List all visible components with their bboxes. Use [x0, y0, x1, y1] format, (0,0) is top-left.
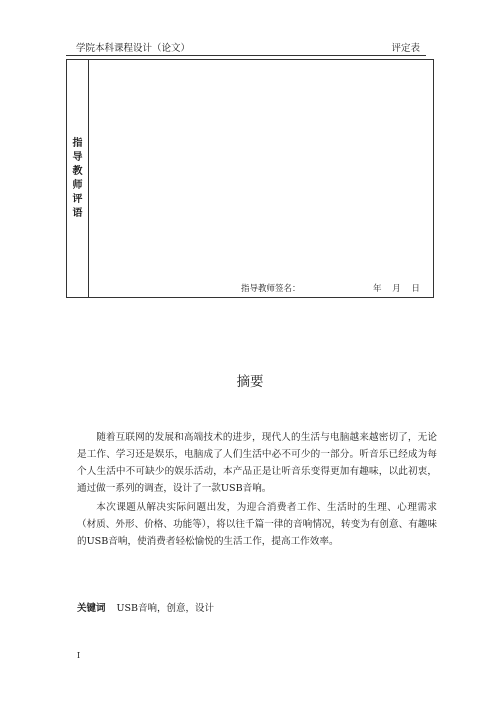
abstract-paragraph-2: 本次课题从解决实际问题出发，为迎合消费者工作、生活时的生理、心理需求（材质、外形、价格、功能等），将以往千篇一律的音响情况，转变为有创意、有趣味的USB音响，使消费者轻松愉悦的生活工作，提高工作效率。 [77, 501, 437, 547]
advisor-comment-box [66, 59, 434, 298]
keywords-value: USB音响，创意，设计 [116, 603, 215, 614]
page-header [66, 38, 426, 56]
page-number: I [77, 651, 81, 660]
header-section: 评定表 [391, 43, 420, 54]
keywords-label: 关键词 [77, 603, 106, 614]
advisor-signature-label: 指导教师签名： [241, 284, 301, 294]
keywords-line [77, 600, 214, 614]
abstract-paragraph-1: 随着互联网的发展和高端技术的进步，现代人的生活与电脑越来越密切了，无论是工作、学习还是娱乐，电脑成了人们生活中必不可少的一部分。听音乐已经成为每个人生活中不可缺少的娱乐活动，本产品正是让听音乐变得更加有趣味，以此初衷，通过做一系列的调查，设计了一款USB音响。 [77, 431, 437, 494]
abstract-title: 摘要 [236, 374, 264, 390]
header-title: 学院本科课程设计（论文） [76, 43, 191, 54]
advisor-comment-label: 指导教师评语 [72, 137, 83, 219]
advisor-comment-label-cell [67, 60, 89, 297]
signature-date: 年 月 日 [373, 284, 420, 294]
